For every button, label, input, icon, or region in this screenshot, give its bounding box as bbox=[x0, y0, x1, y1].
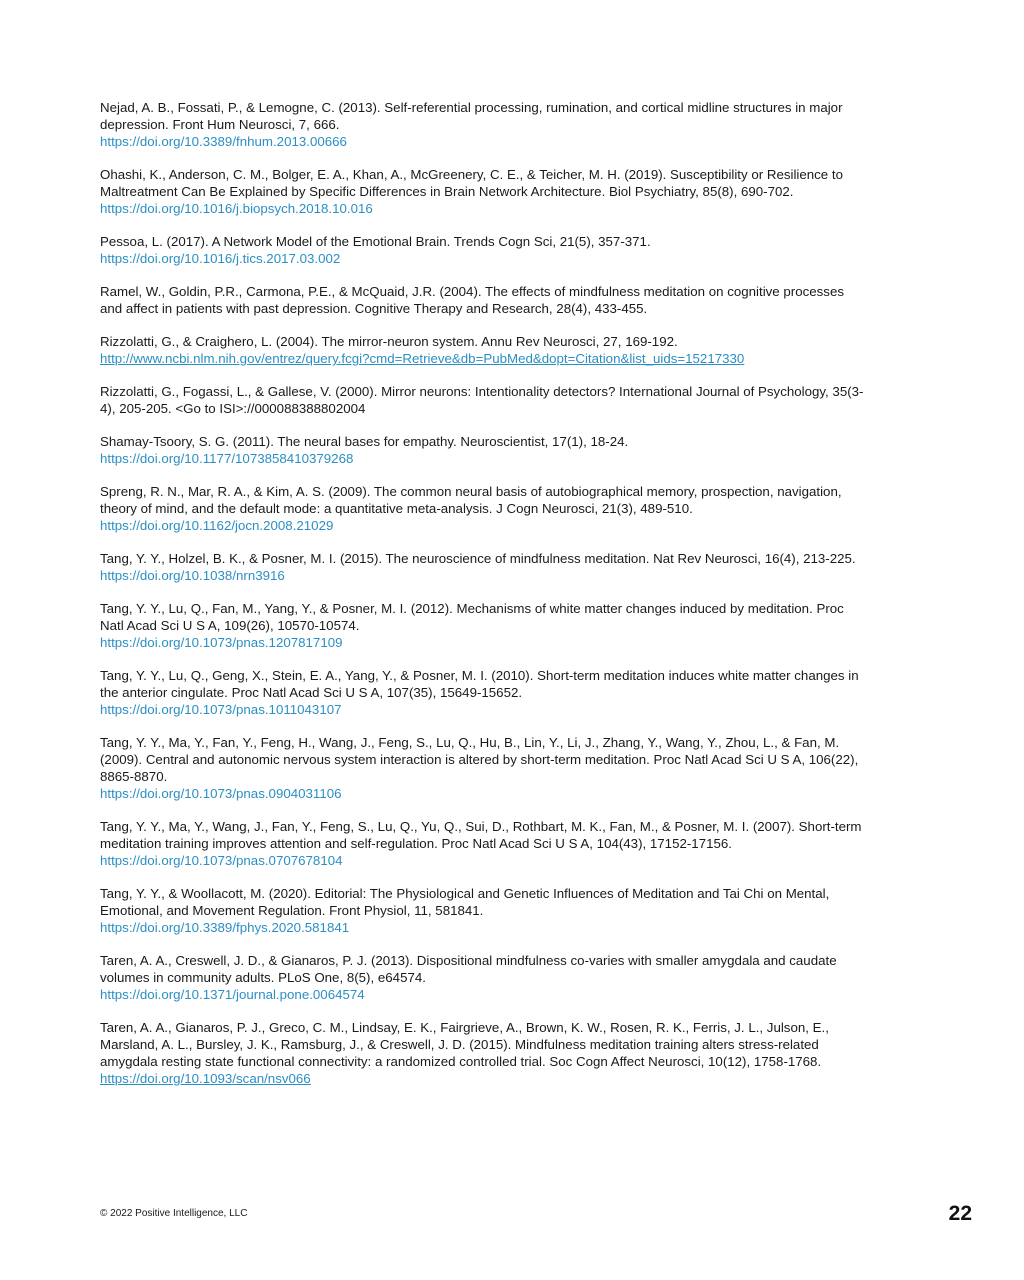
reference-text: Tang, Y. Y., Lu, Q., Geng, X., Stein, E. A., Yang, Y., & Posner, M. I. (2010). Short-term meditation induces white matter changes in the anterior cingulate. Proc Natl Acad Sci U S A, 107(35), 15649-15652. bbox=[100, 668, 859, 700]
reference-link[interactable]: https://doi.org/10.1162/jocn.2008.21029 bbox=[100, 518, 334, 533]
reference-item bbox=[100, 734, 864, 802]
reference-text: Pessoa, L. (2017). A Network Model of the Emotional Brain. Trends Cogn Sci, 21(5), 357-371. bbox=[100, 234, 651, 249]
reference-item bbox=[100, 166, 864, 217]
reference-link[interactable]: https://doi.org/10.3389/fphys.2020.581841 bbox=[100, 920, 350, 935]
reference-text: Ohashi, K., Anderson, C. M., Bolger, E. A., Khan, A., McGreenery, C. E., & Teicher, M. H. (2019). Susceptibility or Resilience to Maltreatment Can Be Explained by Specific Differences in Brain Network Architecture. Biol Psychiatry, 85(8), 690-702. bbox=[100, 167, 843, 199]
reference-link[interactable]: http://www.ncbi.nlm.nih.gov/entrez/query.fcgi?cmd=Retrieve&db=PubMed&dopt=Citation&list_uids=15217330 bbox=[100, 351, 745, 366]
reference-link[interactable]: https://doi.org/10.1016/j.tics.2017.03.002 bbox=[100, 251, 341, 266]
reference-text: Spreng, R. N., Mar, R. A., & Kim, A. S. (2009). The common neural basis of autobiographical memory, prospection, navigation, theory of mind, and the default mode: a quantitative meta-analysis. J Cogn Neurosci, 21(3), 489-510. bbox=[100, 484, 842, 516]
reference-text: Rizzolatti, G., Fogassi, L., & Gallese, V. (2000). Mirror neurons: Intentionality detectors? International Journal of Psychology, 35(3-4), 205-205. <Go to ISI>://000088388802004 bbox=[100, 384, 864, 416]
reference-item bbox=[100, 233, 864, 267]
copyright-notice: © 2022 Positive Intelligence, LLC bbox=[100, 1208, 248, 1219]
reference-link[interactable]: https://doi.org/10.1177/1073858410379268 bbox=[100, 451, 354, 466]
reference-link[interactable]: https://doi.org/10.1073/pnas.0707678104 bbox=[100, 853, 343, 868]
reference-item bbox=[100, 333, 864, 367]
reference-text: Shamay-Tsoory, S. G. (2011). The neural bases for empathy. Neuroscientist, 17(1), 18-24. bbox=[100, 434, 629, 449]
reference-link[interactable]: https://doi.org/10.1073/pnas.1207817109 bbox=[100, 635, 343, 650]
reference-link[interactable]: https://doi.org/10.1371/journal.pone.0064574 bbox=[100, 987, 365, 1002]
reference-item bbox=[100, 433, 864, 467]
reference-item bbox=[100, 550, 864, 584]
reference-text: Tang, Y. Y., Lu, Q., Fan, M., Yang, Y., & Posner, M. I. (2012). Mechanisms of white matter changes induced by meditation. Proc Natl Acad Sci U S A, 109(26), 10570-10574. bbox=[100, 601, 844, 633]
reference-link[interactable]: https://doi.org/10.1038/nrn3916 bbox=[100, 568, 285, 583]
reference-item bbox=[100, 483, 864, 534]
reference-text: Tang, Y. Y., Holzel, B. K., & Posner, M. I. (2015). The neuroscience of mindfulness meditation. Nat Rev Neurosci, 16(4), 213-225. bbox=[100, 551, 856, 566]
reference-item bbox=[100, 383, 864, 417]
reference-link[interactable]: https://doi.org/10.1073/pnas.0904031106 bbox=[100, 786, 342, 801]
reference-text: Nejad, A. B., Fossati, P., & Lemogne, C. (2013). Self-referential processing, rumination, and cortical midline structures in major depression. Front Hum Neurosci, 7, 666. bbox=[100, 100, 843, 132]
reference-text: Tang, Y. Y., Ma, Y., Fan, Y., Feng, H., Wang, J., Feng, S., Lu, Q., Hu, B., Lin, Y., Li, J., Zhang, Y., Wang, Y., Zhou, L., & Fan, M. (2009). Central and autonomic nervous system interaction is altered by short-term meditation. Proc Natl Acad Sci U S A, 106(22), 8865-8870. bbox=[100, 735, 859, 784]
reference-text: Rizzolatti, G., & Craighero, L. (2004). The mirror-neuron system. Annu Rev Neurosci, 27, 169-192. bbox=[100, 334, 678, 349]
reference-item bbox=[100, 885, 864, 936]
reference-text: Tang, Y. Y., & Woollacott, M. (2020). Editorial: The Physiological and Genetic Influences of Meditation and Tai Chi on Mental, Emotional, and Movement Regulation. Front Physiol, 11, 581841. bbox=[100, 886, 830, 918]
reference-text: Ramel, W., Goldin, P.R., Carmona, P.E., & McQuaid, J.R. (2004). The effects of mindfulness meditation on cognitive processes and affect in patients with past depression. Cognitive Therapy and Research, 28(4), 433-455. bbox=[100, 284, 844, 316]
reference-link[interactable]: https://doi.org/10.3389/fnhum.2013.00666 bbox=[100, 134, 347, 149]
reference-item bbox=[100, 818, 864, 869]
reference-item bbox=[100, 283, 864, 317]
reference-item bbox=[100, 667, 864, 718]
reference-item bbox=[100, 1019, 864, 1087]
reference-link[interactable]: https://doi.org/10.1093/scan/nsv066 bbox=[100, 1071, 311, 1086]
reference-link[interactable]: https://doi.org/10.1073/pnas.1011043107 bbox=[100, 702, 342, 717]
reference-text: Taren, A. A., Gianaros, P. J., Greco, C. M., Lindsay, E. K., Fairgrieve, A., Brown, K. W., Rosen, R. K., Ferris, J. L., Julson, E., Marsland, A. L., Bursley, J. K., Ramsburg, J., & Creswell, J. D. (2015). Mindfulness meditation training alters stress-related amygdala resting state functional connectivity: a randomized controlled trial. Soc Cogn Affect Neurosci, 10(12), 1758-1768. bbox=[100, 1020, 829, 1069]
reference-text: Tang, Y. Y., Ma, Y., Wang, J., Fan, Y., Feng, S., Lu, Q., Yu, Q., Sui, D., Rothbart, M. K., Fan, M., & Posner, M. I. (2007). Short-term meditation training improves attention and self-regulation. Proc Natl Acad Sci U S A, 104(43), 17152-17156. bbox=[100, 819, 862, 851]
reference-link[interactable]: https://doi.org/10.1016/j.biopsych.2018.10.016 bbox=[100, 201, 373, 216]
reference-list bbox=[100, 99, 864, 1103]
page-number: 22 bbox=[948, 1202, 972, 1225]
reference-text: Taren, A. A., Creswell, J. D., & Gianaros, P. J. (2013). Dispositional mindfulness co-varies with smaller amygdala and caudate volumes in community adults. PLoS One, 8(5), e64574. bbox=[100, 953, 837, 985]
reference-item bbox=[100, 952, 864, 1003]
reference-item bbox=[100, 600, 864, 651]
reference-item bbox=[100, 99, 864, 150]
